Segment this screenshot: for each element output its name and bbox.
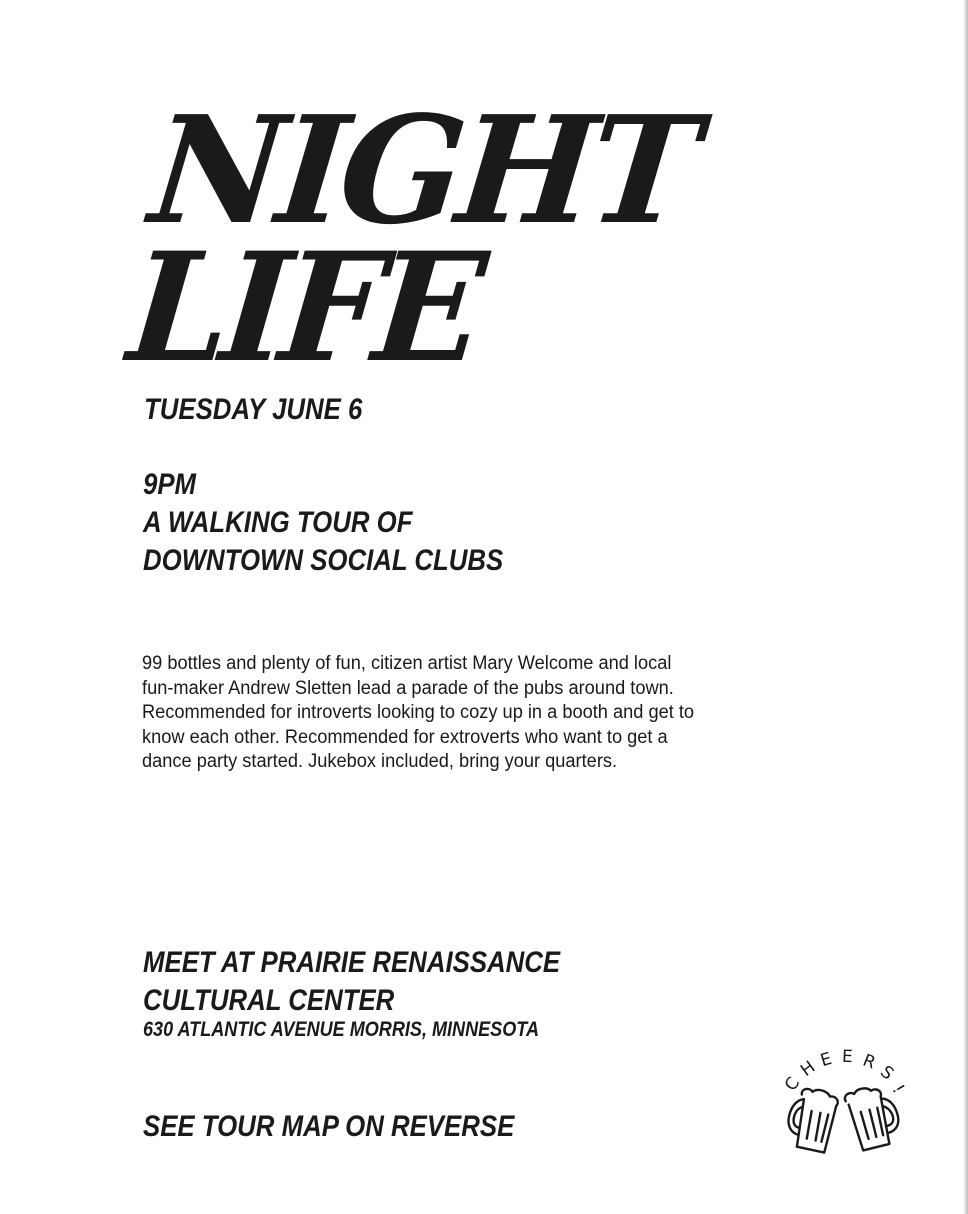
cheers-letter: ! (887, 1081, 909, 1098)
event-time: 9PM (143, 468, 197, 501)
beer-mugs-toast-icon (780, 1080, 910, 1164)
cheers-letter: E (817, 1048, 834, 1071)
title-life: LIFE (121, 220, 486, 396)
description-line-3: Recommended for introverts looking to cozy up in a booth and get to (142, 701, 695, 723)
event-description (142, 651, 737, 774)
cheers-letter: S (875, 1061, 898, 1084)
meet-line-1: MEET AT PRAIRIE RENAISSANCE (143, 946, 561, 979)
event-subtitle-line-1: A WALKING TOUR OF (143, 506, 413, 539)
cheers-letter: C (780, 1073, 804, 1096)
cheers-illustration (780, 1044, 910, 1164)
event-time-block (143, 466, 503, 580)
description-line-2: fun-maker Andrew Sletten lead a parade of the pubs around town. (142, 676, 674, 699)
cheers-letter: R (859, 1050, 878, 1074)
meet-line-2: CULTURAL CENTER (143, 984, 395, 1017)
cheers-letter: H (796, 1057, 819, 1082)
meeting-location (143, 944, 560, 1020)
cheers-letter: E (841, 1046, 853, 1068)
map-note: SEE TOUR MAP ON REVERSE (143, 1110, 515, 1143)
page-edge (963, 0, 968, 1214)
title-night: NIGHT (143, 83, 702, 257)
description-line-1: 99 bottles and plenty of fun, citizen artist Mary Welcome and local (142, 652, 672, 674)
address: 630 ATLANTIC AVENUE MORRIS, MINNESOTA (143, 1018, 540, 1041)
description-line-4: know each other. Recommended for extroverts who want to get a (142, 725, 668, 748)
event-date: TUESDAY JUNE 6 (144, 393, 363, 426)
event-subtitle-line-2: DOWNTOWN SOCIAL CLUBS (143, 544, 504, 577)
description-line-5: dance party started. Jukebox included, bring your quarters. (142, 750, 618, 772)
